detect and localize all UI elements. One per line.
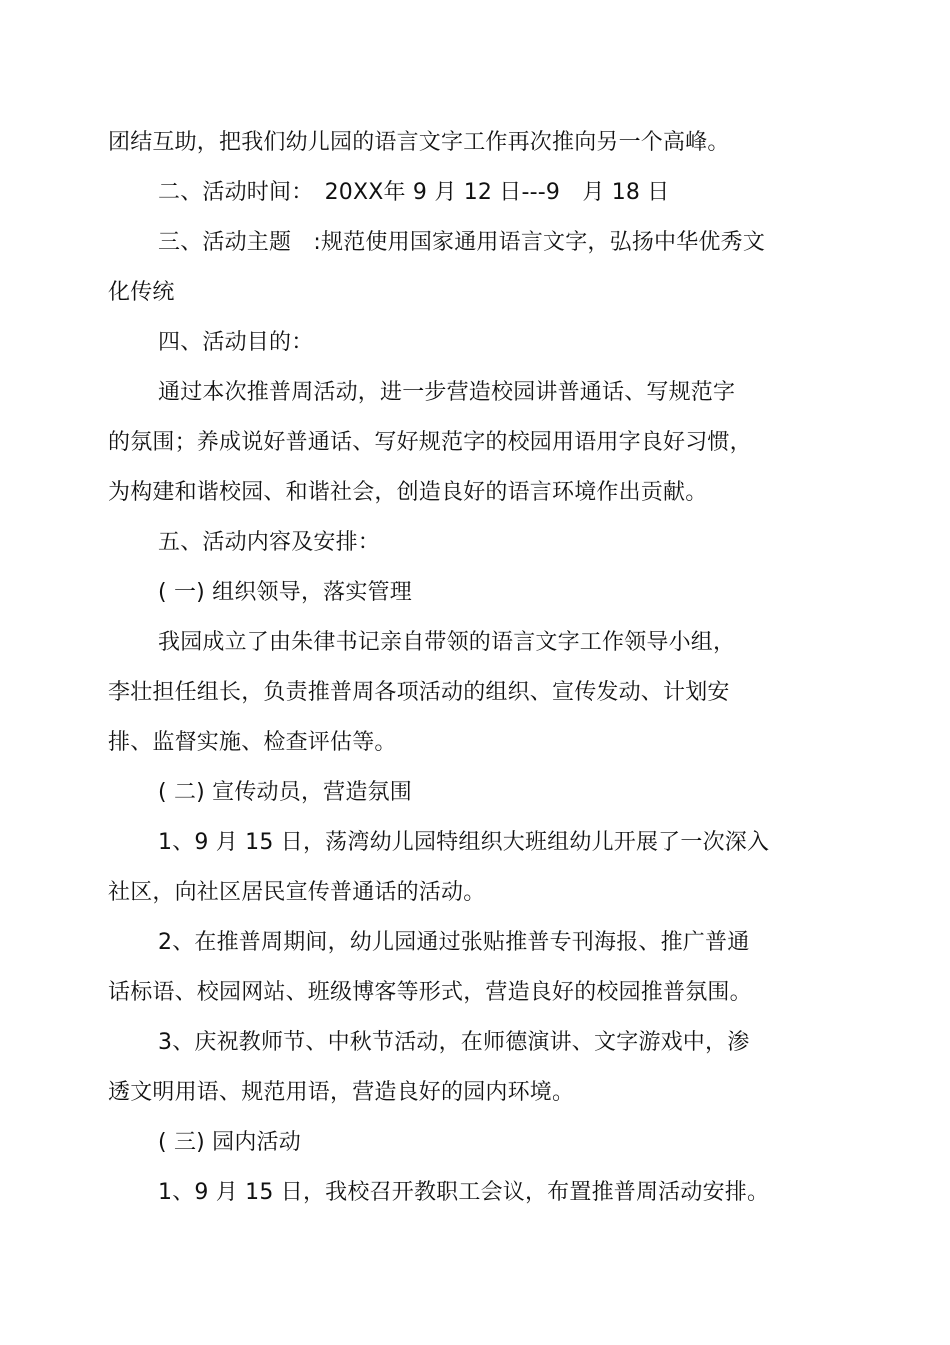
paragraph-line: 李壮担任组长，负责推普周各项活动的组织、宣传发动、计划安	[108, 680, 730, 705]
section-heading-purpose: 四、活动目的：	[158, 330, 314, 355]
list-item-line: 1、9 月 15 日，荡湾幼儿园特组织大班组幼儿开展了一次深入	[158, 830, 770, 855]
paragraph-line: 通过本次推普周活动，进一步营造校园讲普通话、写规范字	[158, 380, 736, 405]
section-heading-time: 二、活动时间： 20XX年 9 月 12 日---9 月 18 日	[158, 180, 670, 205]
list-item-line: 2、在推普周期间，幼儿园通过张贴推普专刊海报、推广普通	[158, 930, 750, 955]
list-item-line: 3、庆祝教师节、中秋节活动，在师德演讲、文字游戏中，渗	[158, 1030, 750, 1055]
paragraph-line: 为构建和谐校园、和谐社会，创造良好的语言环境作出贡献。	[108, 480, 708, 505]
paragraph-line: 社区，向社区居民宣传普通话的活动。	[108, 880, 486, 905]
list-item-line: 1、9 月 15 日，我校召开教职工会议，布置推普周活动安排。	[158, 1180, 770, 1205]
paragraph-line: 的氛围；养成说好普通话、写好规范字的校园用语用字良好习惯，	[108, 430, 752, 455]
paragraph-line: 我园成立了由朱律书记亲自带领的语言文字工作领导小组，	[158, 630, 736, 655]
subsection-heading: ( 一) 组织领导，落实管理	[158, 580, 412, 605]
section-heading-theme: 三、活动主题 :规范使用国家通用语言文字，弘扬中华优秀文	[158, 230, 766, 255]
paragraph-line: 化传统	[108, 280, 175, 305]
paragraph-line: 团结互助，把我们幼儿园的语言文字工作再次推向另一个高峰。	[108, 130, 730, 155]
paragraph-line: 话标语、校园网站、班级博客等形式，营造良好的校园推普氛围。	[108, 980, 752, 1005]
subsection-heading: ( 三) 园内活动	[158, 1130, 301, 1155]
subsection-heading: ( 二) 宣传动员，营造氛围	[158, 780, 412, 805]
paragraph-line: 排、监督实施、检查评估等。	[108, 730, 397, 755]
section-heading-content: 五、活动内容及安排：	[158, 530, 381, 555]
paragraph-line: 透文明用语、规范用语，营造良好的园内环境。	[108, 1080, 575, 1105]
